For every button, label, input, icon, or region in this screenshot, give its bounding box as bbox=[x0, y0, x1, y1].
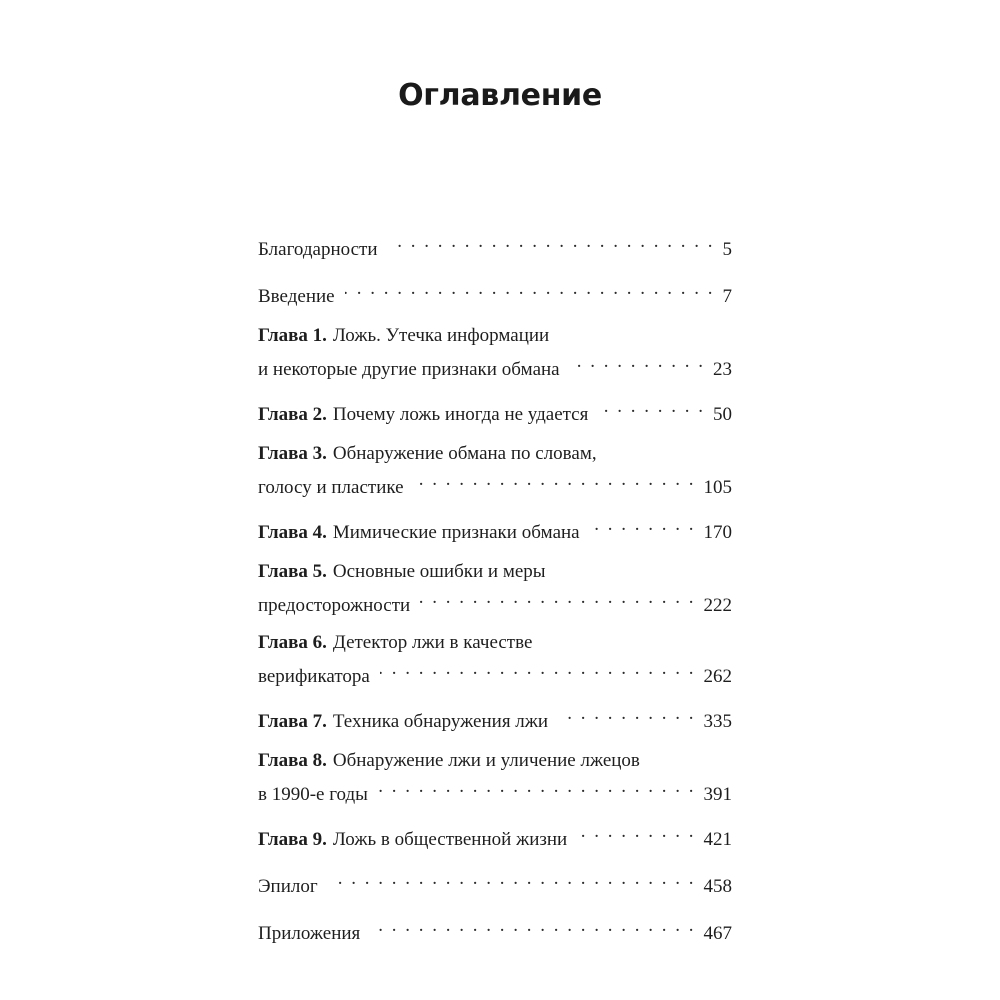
toc-entry-line bbox=[258, 585, 732, 619]
toc-entry-line bbox=[258, 866, 732, 900]
page-number: 421 bbox=[703, 829, 732, 850]
dot-leader bbox=[577, 819, 695, 845]
toc-entry bbox=[258, 229, 732, 263]
entry-title: Ложь. Утечка информации bbox=[332, 325, 550, 346]
chapter-label: Глава 3. bbox=[258, 443, 327, 464]
toc-entry bbox=[258, 276, 732, 310]
toc-entry bbox=[258, 630, 732, 690]
page-number: 391 bbox=[703, 784, 732, 805]
entry-title: Обнаружение лжи и уличение лжецов bbox=[332, 750, 640, 771]
toc-entry bbox=[258, 559, 732, 619]
entry-title: в 1990-е годы bbox=[258, 784, 368, 805]
page-number: 50 bbox=[713, 404, 732, 425]
toc-entry-line bbox=[258, 819, 732, 853]
dot-leader bbox=[345, 276, 715, 302]
page-number: 23 bbox=[713, 359, 732, 380]
entry-title: предосторожности bbox=[258, 595, 411, 616]
dot-leader bbox=[420, 585, 695, 611]
entry-title: и некоторые другие признаки обмана bbox=[258, 359, 560, 380]
entry-title: Введение bbox=[258, 286, 335, 307]
entry-title: Мимические признаки обмана bbox=[332, 522, 580, 543]
page-number: 7 bbox=[722, 286, 732, 307]
chapter-label: Глава 7. bbox=[258, 711, 327, 732]
toc-entry-line bbox=[258, 701, 732, 735]
entry-title: Ложь в общественной жизни bbox=[332, 829, 568, 850]
dot-leader bbox=[590, 512, 696, 538]
entry-title: голосу и пластике bbox=[258, 477, 404, 498]
toc-entry-line bbox=[258, 656, 732, 690]
entry-title: Техника обнаружения лжи bbox=[332, 711, 549, 732]
page-number: 5 bbox=[722, 239, 732, 260]
toc-entry bbox=[258, 748, 732, 808]
chapter-label: Глава 1. bbox=[258, 325, 327, 346]
entry-title: Эпилог bbox=[258, 876, 318, 897]
dot-leader bbox=[388, 229, 715, 255]
toc-entry-line bbox=[258, 559, 732, 585]
dot-leader bbox=[378, 774, 696, 800]
chapter-label: Глава 6. bbox=[258, 632, 327, 653]
page-number: 467 bbox=[703, 923, 732, 944]
toc-entry-line bbox=[258, 913, 732, 947]
dot-leader bbox=[414, 467, 696, 493]
toc-entry-line bbox=[258, 441, 732, 467]
page-number: 170 bbox=[703, 522, 732, 543]
toc-entry-line bbox=[258, 467, 732, 501]
toc-entry bbox=[258, 701, 732, 735]
dot-leader bbox=[370, 913, 695, 939]
entry-title: Основные ошибки и меры bbox=[332, 561, 546, 582]
page-number: 458 bbox=[703, 876, 732, 897]
table-of-contents bbox=[258, 229, 732, 960]
chapter-label: Глава 5. bbox=[258, 561, 327, 582]
dot-leader bbox=[570, 349, 705, 375]
toc-entry-line bbox=[258, 229, 732, 263]
page-title: Оглавление bbox=[398, 78, 602, 113]
chapter-label: Глава 9. bbox=[258, 829, 327, 850]
dot-leader bbox=[598, 394, 705, 420]
page-number: 335 bbox=[703, 711, 732, 732]
entry-title: верификатора bbox=[258, 666, 370, 687]
toc-entry-line bbox=[258, 394, 732, 428]
chapter-label: Глава 4. bbox=[258, 522, 327, 543]
toc-entry-line bbox=[258, 349, 732, 383]
page-number: 222 bbox=[703, 595, 732, 616]
toc-entry bbox=[258, 441, 732, 501]
entry-title: Почему ложь иногда не удается bbox=[332, 404, 589, 425]
toc-entry bbox=[258, 394, 732, 428]
toc-entry-line bbox=[258, 748, 732, 774]
toc-entry-line bbox=[258, 276, 732, 310]
page-number: 105 bbox=[703, 477, 732, 498]
toc-entry bbox=[258, 913, 732, 947]
toc-entry-line bbox=[258, 512, 732, 546]
dot-leader bbox=[558, 701, 695, 727]
toc-entry bbox=[258, 512, 732, 546]
entry-title: Приложения bbox=[258, 923, 361, 944]
entry-title: Детектор лжи в качестве bbox=[332, 632, 533, 653]
toc-entry bbox=[258, 323, 732, 383]
dot-leader bbox=[328, 866, 696, 892]
entry-title: Благодарности bbox=[258, 239, 378, 260]
chapter-label: Глава 8. bbox=[258, 750, 327, 771]
chapter-label: Глава 2. bbox=[258, 404, 327, 425]
entry-title: Обнаружение обмана по словам, bbox=[332, 443, 597, 464]
toc-entry-line bbox=[258, 630, 732, 656]
dot-leader bbox=[380, 656, 696, 682]
page-number: 262 bbox=[703, 666, 732, 687]
toc-entry bbox=[258, 866, 732, 900]
toc-entry-line bbox=[258, 774, 732, 808]
toc-entry-line bbox=[258, 323, 732, 349]
toc-entry bbox=[258, 819, 732, 853]
